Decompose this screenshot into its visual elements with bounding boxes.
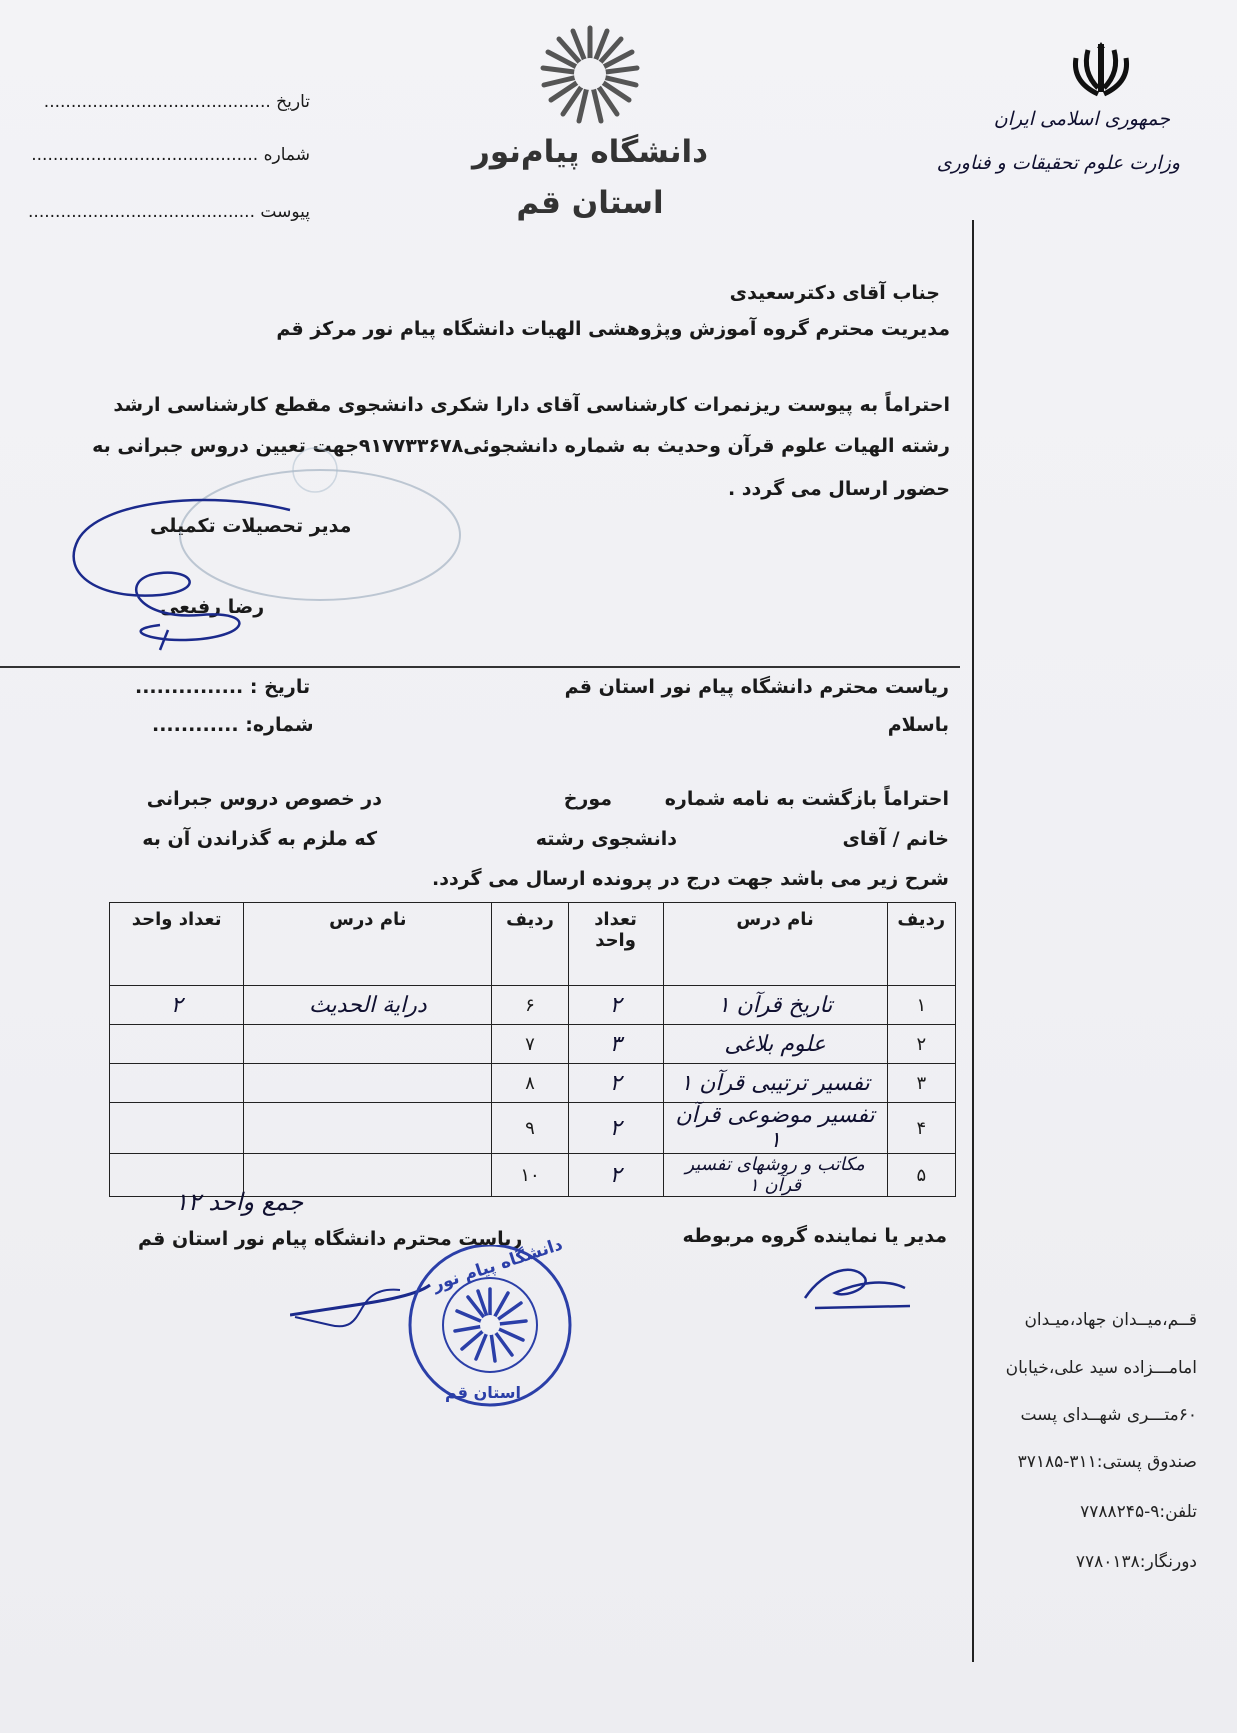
course-name: علوم بلاغی <box>663 1025 887 1064</box>
margin-line <box>972 220 974 1662</box>
course-units: ۲ <box>568 986 663 1025</box>
university-name: دانشگاه پیام‌نور <box>471 134 709 170</box>
address-line1: قــم،میــدان جهاد،میـدان <box>1024 1310 1197 1330</box>
course-units: ۲ <box>568 1103 663 1154</box>
course-name <box>244 1064 492 1103</box>
university-logo-icon <box>537 22 643 126</box>
signer-name: رضا رفیعی <box>160 596 265 618</box>
attachment-field: پیوست .......................................... <box>28 202 310 222</box>
university-province: استان قم <box>516 185 664 221</box>
letter2-line3: شرح زیر می باشد جهت درج در پرونده ارسال می گردد. <box>432 868 949 890</box>
column-header: نام درس <box>663 903 887 986</box>
row-number: ۱ <box>887 986 955 1025</box>
row-number: ۵ <box>887 1154 955 1197</box>
letter2-recipient: ریاست محترم دانشگاه پیام نور استان قم <box>564 676 949 698</box>
course-units: ۲ <box>568 1064 663 1103</box>
course-name: تاریخ قرآن ۱ <box>663 986 887 1025</box>
course-name: تفسیر ترتیبی قرآن ۱ <box>663 1064 887 1103</box>
column-header: ردیف <box>887 903 955 986</box>
table-row <box>110 1025 956 1064</box>
course-units: ۲ <box>110 986 244 1025</box>
row-number: ۴ <box>887 1103 955 1154</box>
signer-title: مدیر تحصیلات تکمیلی <box>150 515 352 537</box>
address-fax: دورنگار:۷۷۸۰۱۳۸ <box>1075 1552 1197 1572</box>
letter2-line1-ref: احتراماً بازگشت به نامه شماره <box>664 788 949 810</box>
iran-emblem-icon <box>1068 40 1134 98</box>
column-header: نام درس <box>244 903 492 986</box>
footer-right-sign: مدیر یا نماینده گروه مربوطه <box>682 1225 947 1247</box>
row-number: ۹ <box>492 1103 568 1154</box>
course-units: ۳ <box>568 1025 663 1064</box>
table-row <box>110 1103 956 1154</box>
footer-left-sign: ریاست محترم دانشگاه پیام نور استان قم <box>138 1228 523 1250</box>
table-header-row <box>110 903 956 986</box>
attachment-label: پیوست <box>260 202 310 222</box>
date-label: تاریخ <box>276 92 310 112</box>
stamp-province: استان قم <box>445 1383 522 1402</box>
letter2-number: شماره: ............ <box>152 714 314 736</box>
course-name: تفسیر موضوعی قرآن ۱ <box>663 1103 887 1154</box>
column-header: ردیف <box>492 903 568 986</box>
course-name <box>244 1103 492 1154</box>
address-phone: تلفن:۹-۷۷۸۸۲۴۵ <box>1080 1502 1197 1522</box>
course-name: درایة الحدیث <box>244 986 492 1025</box>
course-name: مکاتب و روشهای تفسیر قرآن ۱ <box>663 1154 887 1197</box>
ministry-text: وزارت علوم تحقیقات و فناوری <box>936 152 1180 174</box>
letter2-line1-date: مورخ <box>563 788 612 810</box>
signature-icon <box>60 490 300 660</box>
letter1-body-line2: رشته الهیات علوم قرآن وحدیث به شماره دانشجوئی۹۱۷۷۳۳۶۷۸جهت تعیین دروس جبرانی به <box>92 435 950 457</box>
letter2-greeting: باسلام <box>887 714 949 736</box>
official-stamp-icon <box>290 1245 590 1420</box>
course-name <box>244 1025 492 1064</box>
course-units <box>110 1025 244 1064</box>
column-header: تعداد واحد <box>110 903 244 986</box>
recipient-name: جناب آقای دکترسعیدی <box>729 282 940 304</box>
total-units: جمع واحد ۱۲ <box>175 1188 304 1216</box>
letter2-date: تاریخ : ............... <box>135 676 311 698</box>
course-units <box>110 1103 244 1154</box>
table-row <box>110 986 956 1025</box>
section-divider <box>0 666 960 668</box>
date-field: تاریخ .......................................... <box>43 92 310 112</box>
letter2-line2-name: خانم / آقای <box>842 828 949 850</box>
stamp-text: دانشگاه پیام نور <box>430 1234 566 1296</box>
letter2-line1-subject: در خصوص دروس جبرانی <box>146 788 382 810</box>
letter1-body-line3: حضور ارسال می گردد . <box>727 478 950 500</box>
row-number: ۱۰ <box>492 1154 568 1197</box>
column-header: تعداد واحد <box>568 903 663 986</box>
course-units <box>110 1064 244 1103</box>
row-number: ۶ <box>492 986 568 1025</box>
republic-text: جمهوری اسلامی ایران <box>993 108 1170 130</box>
course-units: ۲ <box>568 1154 663 1197</box>
address-line2: امامـــزاده سید علی،خیابان <box>1005 1358 1197 1378</box>
course-table <box>109 902 956 1197</box>
letter2-line2-major: دانشجوی رشته <box>535 828 677 850</box>
address-line3: ۶۰متـــری شهــدای پست <box>1020 1405 1197 1425</box>
table-row <box>110 1064 956 1103</box>
number-field: شماره .......................................... <box>31 145 310 165</box>
letter2-line2-tail: که ملزم به گذراندن آن به <box>142 828 377 850</box>
group-signature-icon <box>795 1258 915 1318</box>
row-number: ۷ <box>492 1025 568 1064</box>
number-label: شماره <box>263 145 310 165</box>
row-number: ۳ <box>887 1064 955 1103</box>
letter1-body-line1: احتراماً به پیوست ریزنمرات کارشناسی آقای دارا شکری دانشجوی مقطع کارشناسی ارشد <box>113 394 950 416</box>
row-number: ۲ <box>887 1025 955 1064</box>
address-postbox: صندوق پستی:۳۱۱-۳۷۱۸۵ <box>1017 1452 1197 1472</box>
recipient-title: مدیریت محترم گروه آموزش وپژوهشی الهیات دانشگاه پیام نور مرکز قم <box>276 318 950 340</box>
row-number: ۸ <box>492 1064 568 1103</box>
